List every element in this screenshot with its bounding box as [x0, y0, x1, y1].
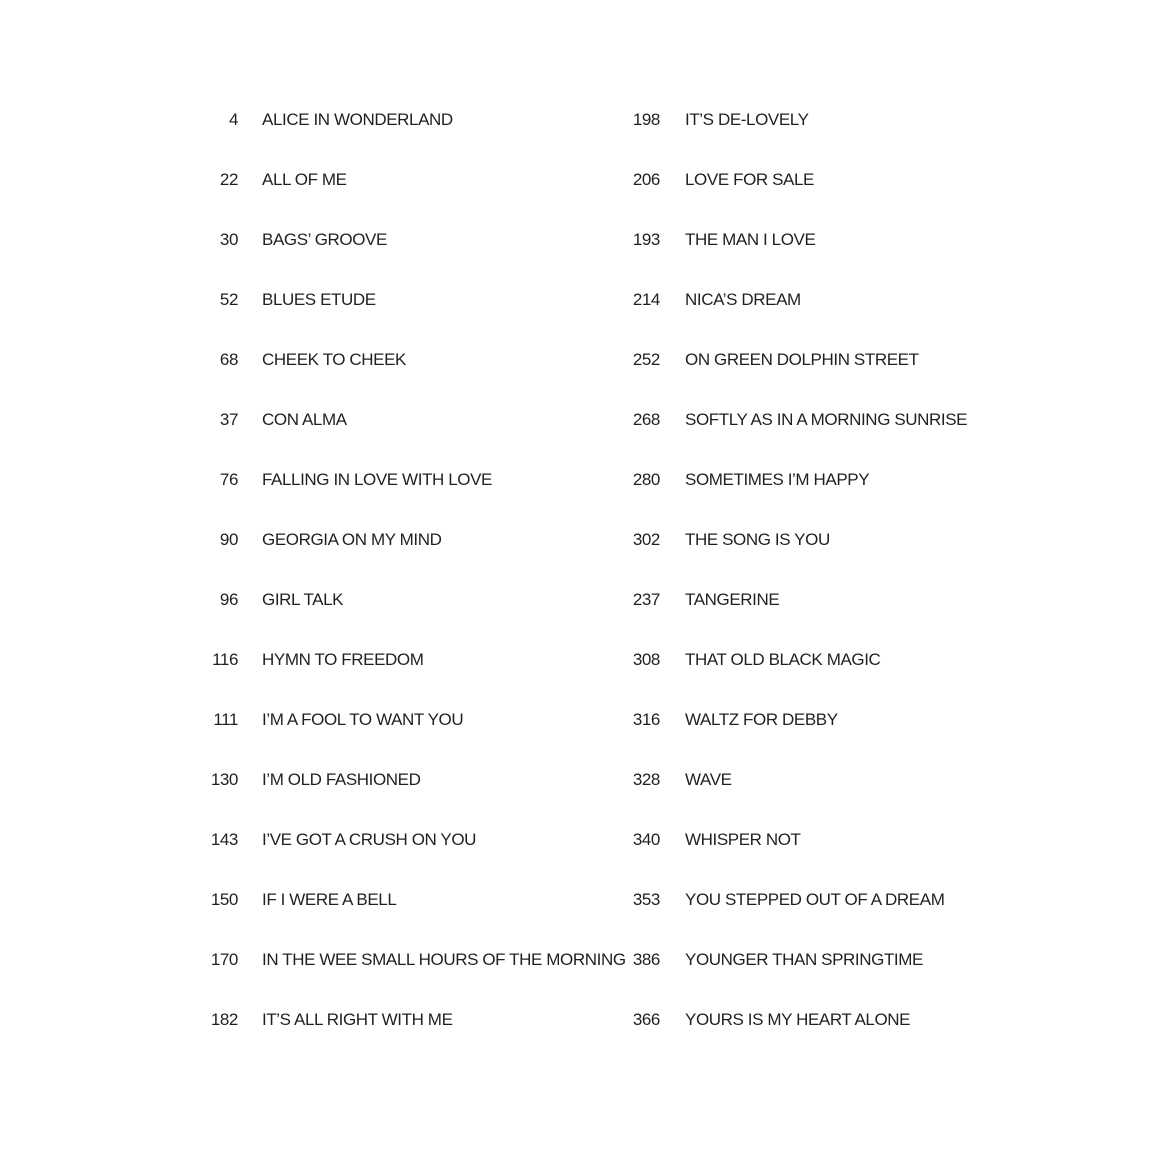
page-number: 198	[632, 110, 660, 129]
toc-entry	[180, 570, 626, 630]
page-number: 353	[632, 890, 660, 909]
page-number: 68	[219, 350, 238, 369]
page-number: 150	[210, 890, 238, 909]
page-number: 170	[210, 950, 238, 969]
toc-entry	[600, 750, 967, 810]
song-title: IN THE WEE SMALL HOURS OF THE MORNING	[262, 950, 626, 969]
toc-entry	[180, 330, 626, 390]
toc-column-right	[600, 90, 967, 1050]
page-number: 22	[219, 170, 238, 189]
page-number: 116	[212, 650, 238, 669]
toc-entry	[600, 390, 967, 450]
toc-entry	[180, 750, 626, 810]
toc-entry	[180, 870, 626, 930]
toc-entry	[180, 690, 626, 750]
page-number: 366	[632, 1010, 660, 1029]
page-number: 268	[632, 410, 660, 429]
page-number: 193	[632, 230, 660, 249]
page-number: 96	[219, 590, 238, 609]
song-title: GIRL TALK	[262, 590, 344, 609]
toc-entry	[600, 330, 967, 390]
song-title: IT’S DE-LOVELY	[685, 110, 809, 129]
page-number: 214	[632, 290, 660, 309]
song-title: BLUES ETUDE	[262, 290, 376, 309]
toc-entry	[180, 450, 626, 510]
toc-entry	[180, 510, 626, 570]
toc-entry	[600, 150, 967, 210]
song-title: I’VE GOT A CRUSH ON YOU	[262, 830, 477, 849]
song-title: THAT OLD BLACK MAGIC	[685, 650, 881, 669]
song-title: I’M A FOOL TO WANT YOU	[262, 710, 464, 729]
toc-entry	[600, 810, 967, 870]
toc-entry	[600, 930, 967, 990]
toc-entry	[600, 450, 967, 510]
toc-entry	[180, 150, 626, 210]
song-title: TANGERINE	[685, 590, 780, 609]
toc-entry	[600, 870, 967, 930]
toc-entry	[180, 930, 626, 990]
page-number: 386	[632, 950, 660, 969]
page-number: 316	[632, 710, 660, 729]
toc-entry	[180, 270, 626, 330]
toc-entry	[180, 90, 626, 150]
page-number: 308	[632, 650, 660, 669]
song-title: FALLING IN LOVE WITH LOVE	[262, 470, 492, 489]
song-title: BAGS’ GROOVE	[262, 230, 387, 249]
page-number: 4	[228, 110, 238, 129]
page-number: 328	[632, 770, 660, 789]
song-title: SOMETIMES I’M HAPPY	[685, 470, 870, 489]
page-number: 252	[632, 350, 660, 369]
song-title: YOURS IS MY HEART ALONE	[685, 1010, 911, 1029]
toc-entry	[600, 630, 967, 690]
page-number: 206	[632, 170, 660, 189]
song-title: IT’S ALL RIGHT WITH ME	[262, 1010, 453, 1029]
song-title: CHEEK TO CHEEK	[262, 350, 406, 369]
song-title: THE SONG IS YOU	[685, 530, 830, 549]
song-title: HYMN TO FREEDOM	[262, 650, 424, 669]
song-title: SOFTLY AS IN A MORNING SUNRISE	[685, 410, 968, 429]
song-title: GEORGIA ON MY MIND	[262, 530, 442, 549]
page-number: 130	[210, 770, 238, 789]
song-title: THE MAN I LOVE	[685, 230, 816, 249]
toc-entry	[180, 990, 626, 1050]
song-title: WAVE	[685, 770, 732, 789]
song-title: IF I WERE A BELL	[262, 890, 397, 909]
page-number: 143	[210, 830, 238, 849]
toc-entry	[600, 210, 967, 270]
toc-entry	[600, 990, 967, 1050]
page-number: 52	[219, 290, 238, 309]
toc-entry	[180, 210, 626, 270]
page-number: 280	[632, 470, 660, 489]
song-title: I’M OLD FASHIONED	[262, 770, 421, 789]
toc-entry	[600, 510, 967, 570]
song-title: WHISPER NOT	[685, 830, 801, 849]
song-title: WALTZ FOR DEBBY	[685, 710, 838, 729]
song-title: ON GREEN DOLPHIN STREET	[685, 350, 919, 369]
toc-entry	[180, 810, 626, 870]
song-title: YOU STEPPED OUT OF A DREAM	[685, 890, 945, 909]
song-title: NICA’S DREAM	[685, 290, 801, 309]
page-number: 182	[210, 1010, 238, 1029]
toc-entry	[180, 390, 626, 450]
page-number: 30	[219, 230, 238, 249]
page-number: 111	[213, 710, 238, 729]
page-number: 76	[219, 470, 238, 489]
song-title: LOVE FOR SALE	[685, 170, 814, 189]
song-title: YOUNGER THAN SPRINGTIME	[685, 950, 923, 969]
song-title: ALICE IN WONDERLAND	[262, 110, 453, 129]
toc-entry	[600, 270, 967, 330]
page-number: 37	[219, 410, 238, 429]
toc-entry	[600, 690, 967, 750]
song-title: CON ALMA	[262, 410, 347, 429]
page-number: 90	[219, 530, 238, 549]
song-title: ALL OF ME	[262, 170, 347, 189]
toc-entry	[600, 570, 967, 630]
toc-column-left	[180, 90, 626, 1050]
page-number: 237	[632, 590, 660, 609]
page-number: 340	[632, 830, 660, 849]
page-number: 302	[632, 530, 660, 549]
toc-entry	[180, 630, 626, 690]
toc-entry	[600, 90, 967, 150]
